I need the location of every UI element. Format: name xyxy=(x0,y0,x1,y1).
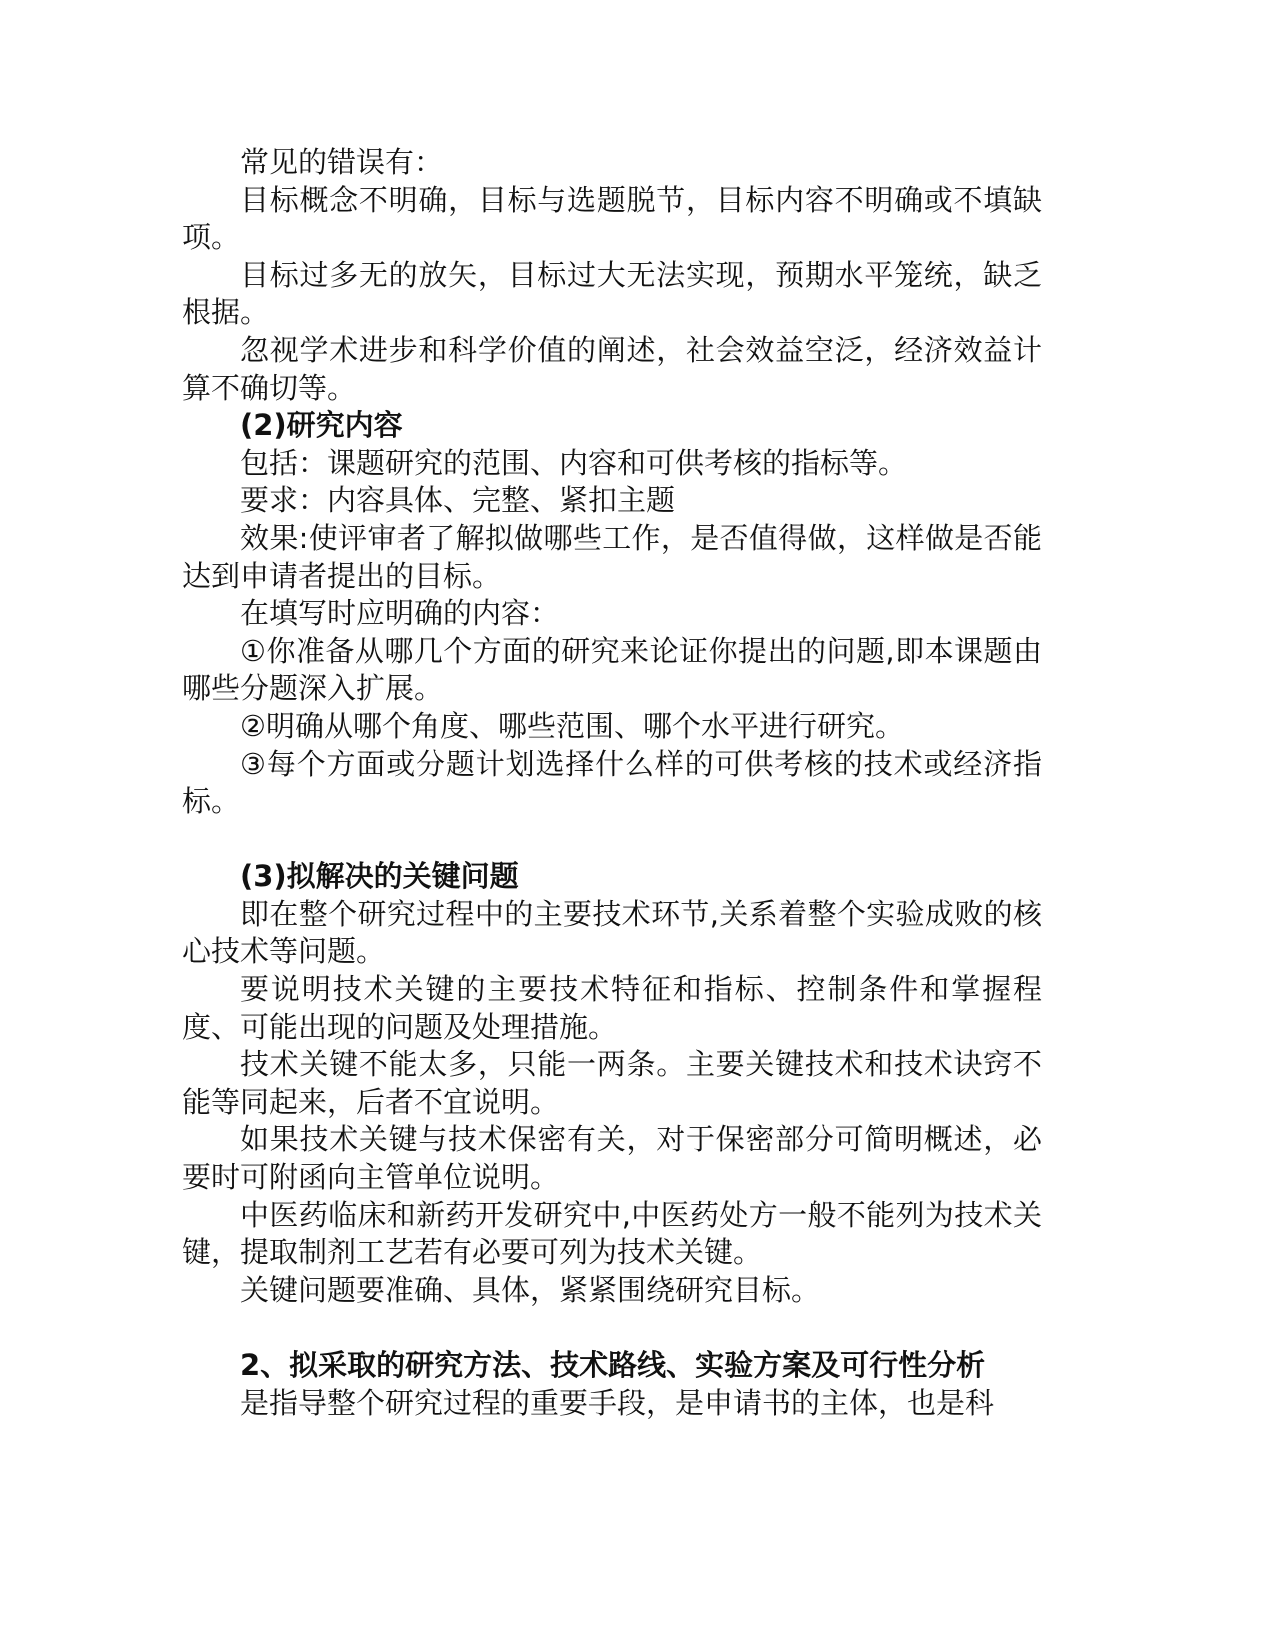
body-paragraph: 即在整个研究过程中的主要技术环节,关系着整个实验成败的核心技术等问题。 xyxy=(182,896,1042,969)
body-paragraph: 如果技术关键与技术保密有关，对于保密部分可简明概述，必要时可附函向主管单位说明。 xyxy=(182,1122,1042,1195)
body-paragraph: 在填写时应明确的内容： xyxy=(240,596,560,631)
section-heading: (3)拟解决的关键问题 xyxy=(240,859,519,894)
body-paragraph: 关键问题要准确、具体，紧紧围绕研究目标。 xyxy=(240,1272,821,1307)
document-body xyxy=(182,144,1042,1422)
section-heading: 2、拟采取的研究方法、技术路线、实验方案及可行性分析 xyxy=(240,1348,986,1382)
body-paragraph: 是指导整个研究过程的重要手段，是申请书的主体，也是科 xyxy=(240,1385,995,1420)
body-paragraph: ③每个方面或分题计划选择什么样的可供考核的技术或经济指标。 xyxy=(182,746,1042,819)
body-paragraph: ②明确从哪个角度、哪些范围、哪个水平进行研究。 xyxy=(240,708,904,743)
body-paragraph: 目标过多无的放矢，目标过大无法实现，预期水平笼统，缺乏根据。 xyxy=(182,257,1042,330)
body-paragraph: 技术关键不能太多，只能一两条。主要关键技术和技术诀窍不能等同起来，后者不宜说明。 xyxy=(182,1047,1042,1119)
body-paragraph: 效果:使评审者了解拟做哪些工作，是否值得做，这样做是否能达到申请者提出的目标。 xyxy=(182,520,1042,593)
body-paragraph: 包括：课题研究的范围、内容和可供考核的指标等。 xyxy=(240,445,908,480)
body-paragraph: ①你准备从哪几个方面的研究来论证你提出的问题,即本课题由哪些分题深入扩展。 xyxy=(182,633,1042,706)
body-paragraph: 要求：内容具体、完整、紧扣主题 xyxy=(240,483,676,518)
section-heading: (2)研究内容 xyxy=(240,408,403,443)
body-paragraph: 中医药临床和新药开发研究中,中医药处方一般不能列为技术关键，提取制剂工艺若有必要可列为技术关键。 xyxy=(182,1197,1042,1270)
blank-line xyxy=(182,821,1042,859)
blank-line xyxy=(182,1309,1042,1347)
body-paragraph: 目标概念不明确，目标与选题脱节，目标内容不明确或不填缺项。 xyxy=(182,182,1042,255)
body-paragraph: 常见的错误有： xyxy=(240,145,444,179)
body-paragraph: 要说明技术关键的主要技术特征和指标、控制条件和掌握程度、可能出现的问题及处理措施。 xyxy=(182,972,1042,1044)
body-paragraph: 忽视学术进步和科学价值的阐述，社会效益空泛，经济效益计算不确切等。 xyxy=(182,332,1042,405)
